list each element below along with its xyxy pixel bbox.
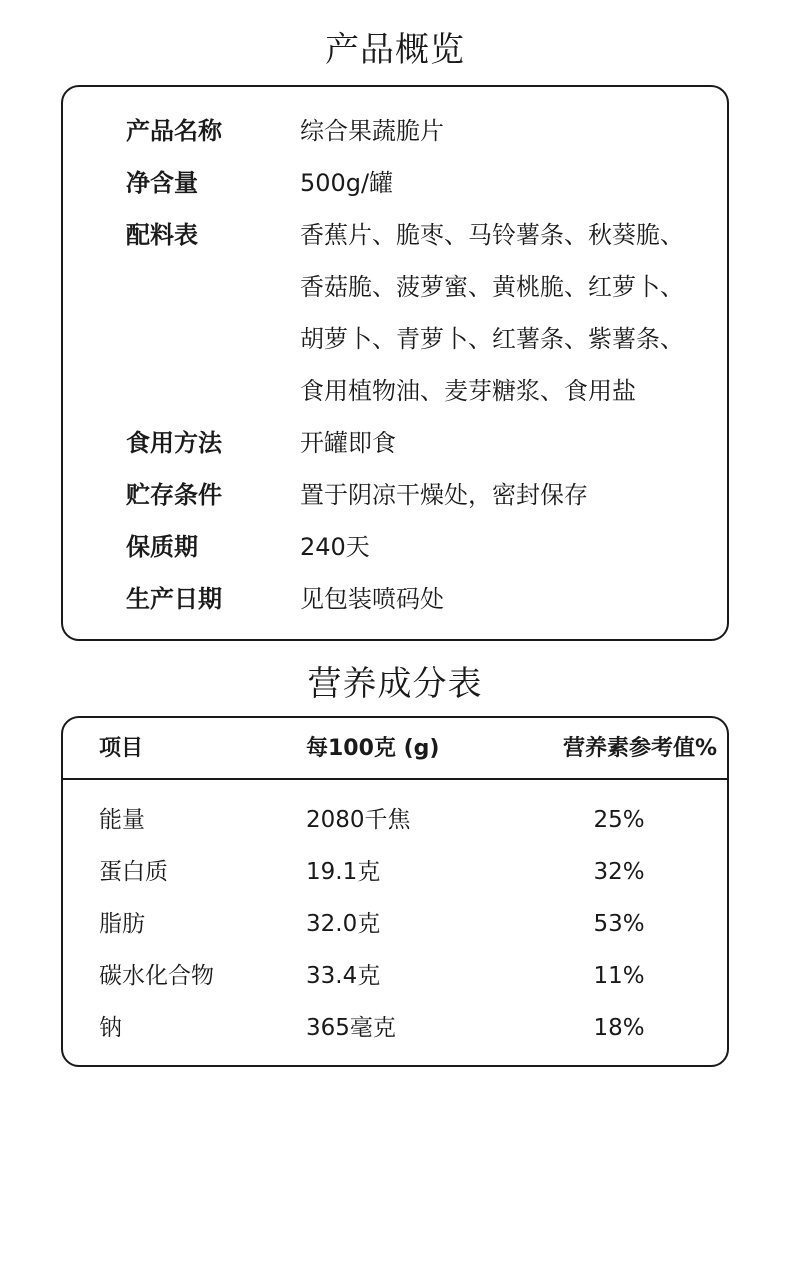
usage-label: 食用方法 [126, 429, 222, 457]
ingredients-label: 配料表 [126, 221, 198, 249]
row-ingredients [63, 209, 727, 417]
header-nrv: 营养素参考值% [562, 736, 717, 761]
usage-value: 开罐即食 [300, 429, 396, 457]
nutrient-name: 钠 [99, 1015, 122, 1041]
nutrient-amount: 33.4克 [306, 963, 381, 989]
shelf-life-label: 保质期 [126, 533, 198, 561]
header-item: 项目 [99, 736, 144, 761]
overview-title: 产品概览 [325, 30, 465, 70]
net-content-label: 净含量 [126, 169, 198, 197]
ingredients-line: 食用植物油、麦芽糖浆、食用盐 [300, 377, 636, 405]
row-shelf-life [63, 521, 727, 573]
net-content-value: 500g/罐 [300, 169, 394, 197]
nutrition-table-header [63, 718, 727, 780]
nutrient-nrv: 11% [593, 963, 645, 989]
nutrition-table [61, 716, 729, 1067]
table-row [63, 898, 727, 950]
nutrient-nrv: 32% [593, 859, 645, 885]
row-usage [63, 417, 727, 469]
ingredients-line: 胡萝卜、青萝卜、红薯条、紫薯条、 [300, 325, 684, 353]
row-storage [63, 469, 727, 521]
nutrient-nrv: 53% [593, 911, 645, 937]
production-date-label: 生产日期 [126, 585, 222, 613]
table-row [63, 794, 727, 846]
table-row [63, 1002, 727, 1054]
nutrient-amount: 19.1克 [306, 859, 381, 885]
nutrient-name: 脂肪 [99, 911, 145, 937]
row-production-date [63, 573, 727, 625]
nutrient-name: 碳水化合物 [99, 963, 214, 989]
overview-panel [61, 85, 729, 641]
ingredients-line: 香菇脆、菠萝蜜、黄桃脆、红萝卜、 [300, 273, 684, 301]
nutrient-name: 能量 [99, 807, 145, 833]
table-row [63, 846, 727, 898]
production-date-value: 见包装喷码处 [300, 585, 444, 613]
nutrient-nrv: 18% [593, 1015, 645, 1041]
nutrient-amount: 2080千焦 [306, 807, 411, 833]
row-net-content [63, 157, 727, 209]
ingredients-line: 香蕉片、脆枣、马铃薯条、秋葵脆、 [300, 221, 684, 249]
product-name-label: 产品名称 [126, 117, 222, 145]
storage-value: 置于阴凉干燥处，密封保存 [300, 481, 588, 509]
nutrient-amount: 365毫克 [306, 1015, 396, 1041]
shelf-life-value: 240天 [300, 533, 370, 561]
nutrient-nrv: 25% [593, 807, 645, 833]
ingredients-list [300, 209, 684, 417]
row-product-name [63, 105, 727, 157]
product-name-value: 综合果蔬脆片 [300, 117, 444, 145]
storage-label: 贮存条件 [126, 481, 222, 509]
nutrient-amount: 32.0克 [306, 911, 381, 937]
nutrient-name: 蛋白质 [99, 859, 168, 885]
table-row [63, 950, 727, 1002]
nutrition-title: 营养成分表 [307, 664, 483, 704]
header-per-100g: 每100克 (g) [306, 736, 440, 761]
